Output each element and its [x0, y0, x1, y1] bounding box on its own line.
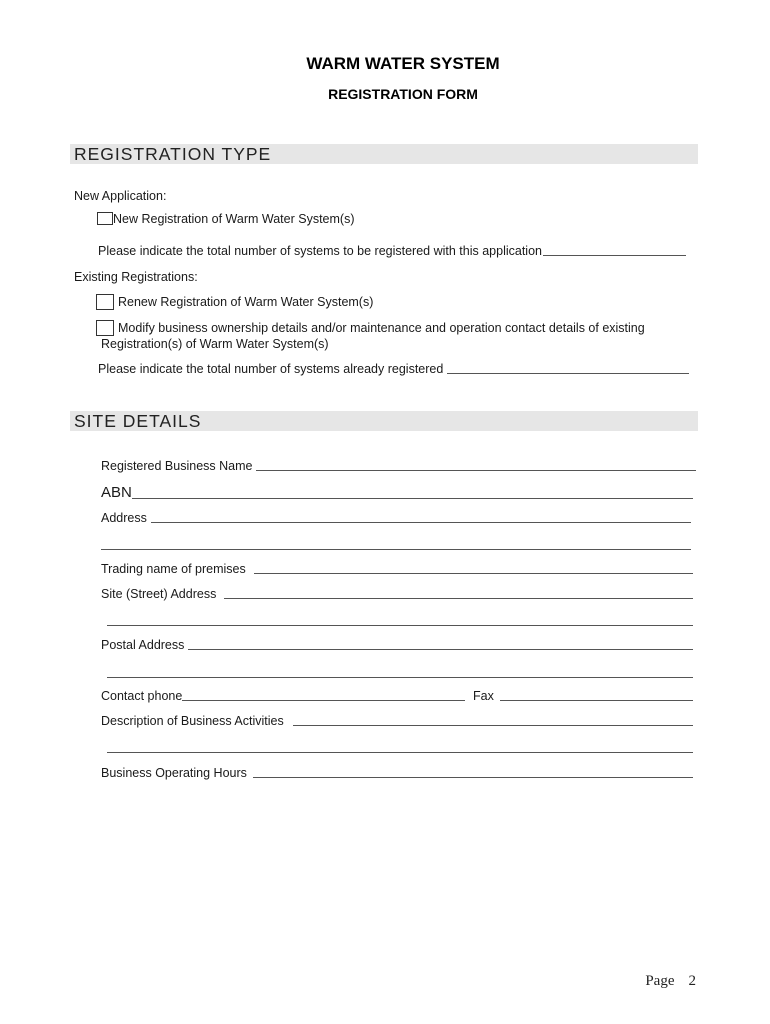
new-registration-checkbox[interactable] — [97, 212, 113, 225]
postal-address-row — [101, 638, 693, 652]
page-number-value: 2 — [688, 973, 696, 989]
address-label: Address — [101, 511, 147, 525]
total-new-systems-field[interactable] — [543, 255, 686, 256]
abn-row — [101, 484, 693, 501]
modify-registration-checkbox[interactable] — [96, 320, 114, 336]
page-number — [645, 973, 696, 990]
abn-field[interactable] — [132, 498, 693, 499]
business-name-label: Registered Business Name — [101, 459, 253, 473]
trading-name-row — [101, 562, 693, 576]
description-label: Description of Business Activities — [101, 714, 284, 728]
existing-registrations-label: Existing Registrations: — [74, 270, 198, 284]
abn-label: ABN — [101, 484, 132, 501]
contact-phone-label: Contact phone — [101, 689, 183, 703]
renew-registration-label: Renew Registration of Warm Water System(s) — [118, 295, 374, 309]
total-existing-systems-row — [98, 362, 689, 376]
site-address-label: Site (Street) Address — [101, 587, 217, 601]
fax-label: Fax — [473, 689, 494, 703]
contact-phone-field[interactable] — [182, 700, 465, 701]
total-new-systems-label: Please indicate the total number of systems to be registered with this application — [98, 244, 542, 258]
fax-row — [473, 689, 693, 703]
form-title: WARM WATER SYSTEM — [306, 54, 500, 73]
modify-registration-option[interactable] — [96, 320, 645, 336]
fax-field[interactable] — [500, 700, 693, 701]
new-registration-option[interactable] — [97, 212, 354, 226]
modify-registration-label-line2: Registration(s) of Warm Water System(s) — [101, 337, 329, 351]
postal-address-label: Postal Address — [101, 638, 185, 652]
address-field-line2[interactable] — [101, 549, 691, 550]
site-address-field[interactable] — [224, 598, 693, 599]
trading-name-label: Trading name of premises — [101, 562, 246, 576]
total-new-systems-row — [98, 244, 686, 258]
business-name-row — [101, 459, 696, 473]
business-name-field[interactable] — [256, 470, 696, 471]
registration-type-heading: REGISTRATION TYPE — [70, 144, 698, 164]
renew-registration-checkbox[interactable] — [96, 294, 114, 310]
total-existing-systems-label: Please indicate the total number of systems already registered — [98, 362, 444, 376]
operating-hours-label: Business Operating Hours — [101, 766, 247, 780]
description-row — [101, 714, 693, 728]
form-subtitle: REGISTRATION FORM — [328, 86, 478, 102]
total-existing-systems-field[interactable] — [447, 373, 689, 374]
site-address-row — [101, 587, 693, 601]
description-field[interactable] — [293, 725, 693, 726]
postal-address-field-line2[interactable] — [107, 677, 693, 678]
modify-registration-label-line1: Modify business ownership details and/or maintenance and operation contact details of existing — [118, 321, 645, 335]
page-label: Page — [645, 973, 675, 989]
site-address-field-line2[interactable] — [107, 625, 693, 626]
new-application-label: New Application: — [74, 189, 167, 203]
postal-address-field[interactable] — [188, 649, 693, 650]
site-details-heading: SITE DETAILS — [70, 411, 698, 431]
address-row — [101, 511, 691, 525]
description-field-line2[interactable] — [107, 752, 693, 753]
operating-hours-field[interactable] — [253, 777, 693, 778]
operating-hours-row — [101, 766, 693, 780]
address-field[interactable] — [151, 522, 691, 523]
contact-phone-row — [101, 689, 465, 703]
new-registration-label: New Registration of Warm Water System(s) — [113, 212, 355, 226]
renew-registration-option[interactable] — [96, 294, 373, 310]
trading-name-field[interactable] — [254, 573, 693, 574]
